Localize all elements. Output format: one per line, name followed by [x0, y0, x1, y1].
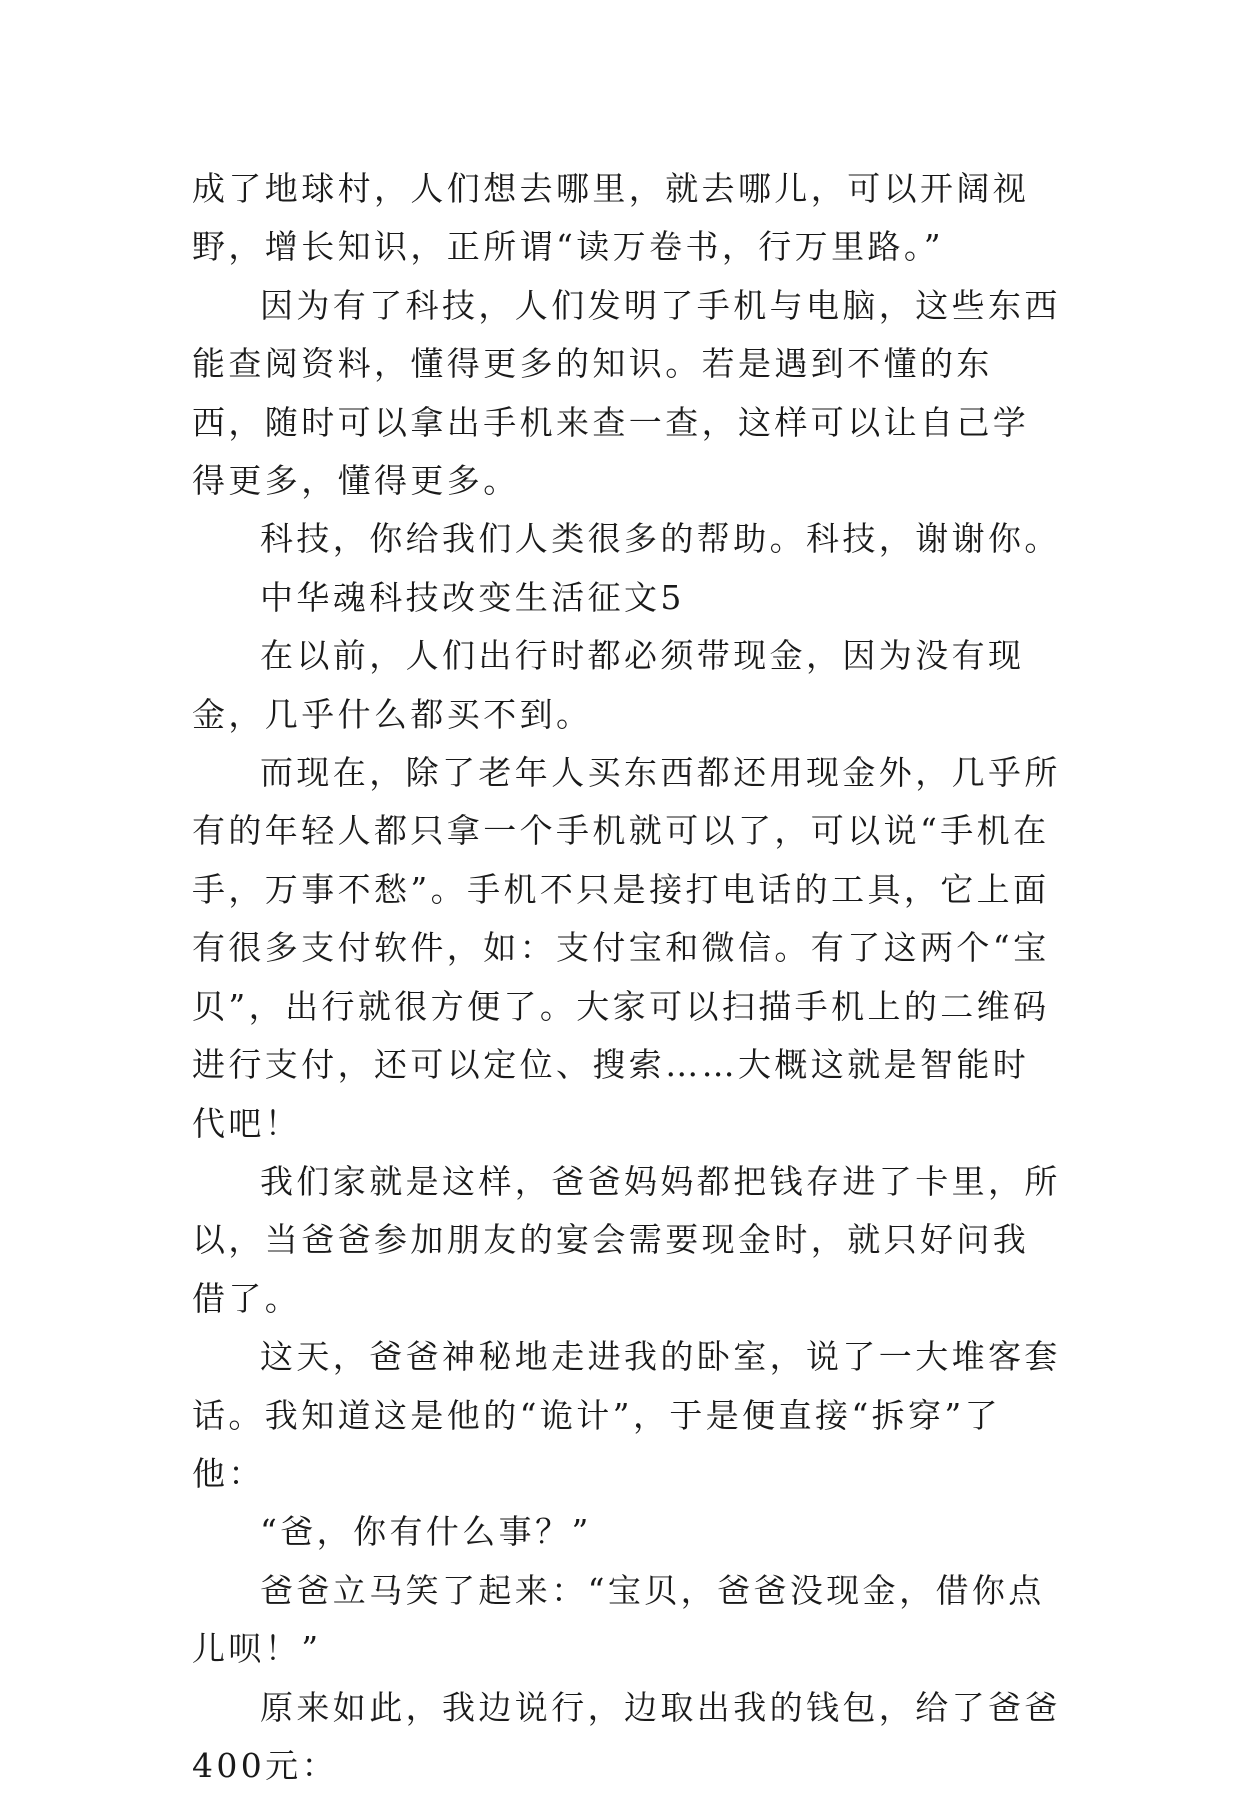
- paragraph-11: 原来如此，我边说行，边取出我的钱包，给了爸爸400元：: [192, 1687, 1061, 1785]
- paragraph-10: 爸爸立马笑了起来：“宝贝，爸爸没现金，借你点儿呗！”: [192, 1570, 1045, 1669]
- paragraph-3: 科技，你给我们人类很多的帮助。科技，谢谢你。: [260, 519, 1061, 559]
- paragraph-7: 我们家就是这样，爸爸妈妈都把钱存进了卡里，所以，当爸爸参加朋友的宴会需要现金时，就只好问我借了。: [192, 1161, 1061, 1318]
- paragraph-5: 在以前，人们出行时都必须带现金，因为没有现金，几乎什么都买不到。: [192, 636, 1025, 734]
- paragraph-1: 成了地球村，人们想去哪里，就去哪儿，可以开阔视野，增长知识，正所谓“读万卷书，行万里路。”: [192, 169, 1030, 267]
- paragraph-8: 这天，爸爸神秘地走进我的卧室，说了一大堆客套话。我知道这是他的“诡计”，于是便直接“拆穿”了他：: [192, 1337, 1061, 1493]
- section-heading: 中华魂科技改变生活征文5: [260, 577, 685, 617]
- document-body: [192, 160, 1062, 1795]
- paragraph-6: 而现在，除了老年人买东西都还用现金外，几乎所有的年轻人都只拿一个手机就可以了，可以说“手机在手，万事不愁”。手机不只是接打电话的工具，它上面有很多支付软件，如：支付宝和微信。有了这两个“宝贝”，出行就很方便了。大家可以扫描手机上的二维码进行支付，还可以定位、搜索……大概这就是智能时代吧！: [192, 753, 1061, 1143]
- paragraph-9: “爸，你有什么事？”: [260, 1512, 592, 1552]
- paragraph-2: 因为有了科技，人们发明了手机与电脑，这些东西能查阅资料，懂得更多的知识。若是遇到不懂的东西，随时可以拿出手机来查一查，这样可以让自己学得更多，懂得更多。: [192, 285, 1061, 501]
